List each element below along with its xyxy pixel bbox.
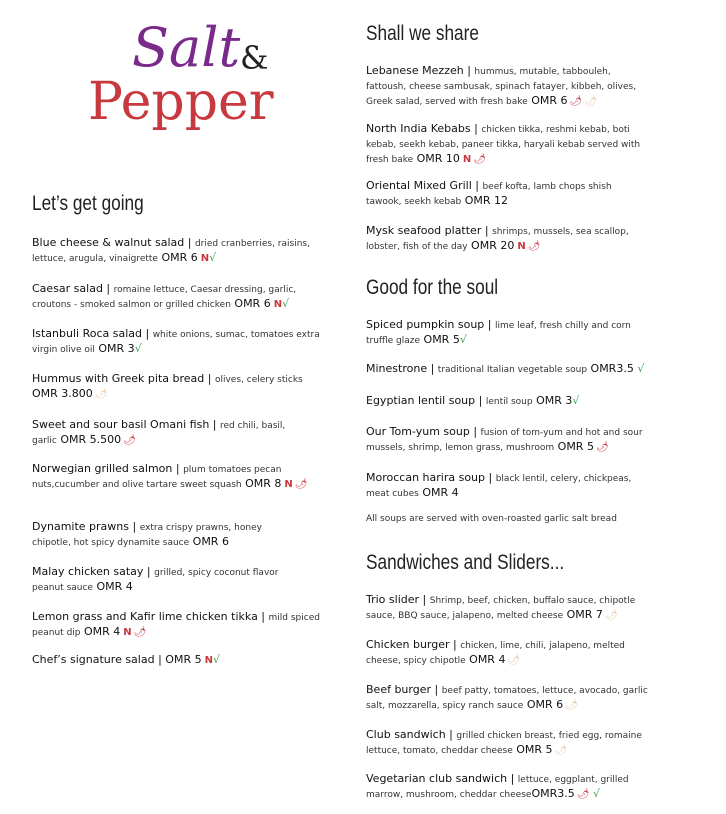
vegetarian-icon: √ — [572, 394, 580, 407]
section-heading: Shall we share — [366, 22, 479, 45]
vegetarian-icon: √ — [134, 342, 142, 355]
chili-icon: 🌶 — [473, 154, 486, 165]
menu-item: Chef’s signature salad | OMR 5 N√ — [32, 653, 220, 666]
nut-badge: N — [462, 154, 472, 165]
item-desc: fusion of tom-yum and hot and sour mussels, shrimp, lemon grass, mushroom — [366, 428, 643, 453]
item-desc: red chili, basil, garlic — [32, 421, 286, 446]
mild-chili-icon: 🌶 — [565, 700, 578, 711]
item-price: OMR 4 — [422, 486, 459, 499]
menu-item: Mysk seafood platter | shrimps, mussels, sea scallop, lobster, fish of the day OMR 20 N 🌶 — [366, 224, 629, 252]
item-price: OMR 6 — [531, 94, 568, 107]
item-name: Caesar salad — [32, 282, 103, 295]
menu-item: Egyptian lentil soup | lentil soup OMR 3√ — [366, 394, 580, 407]
vegetarian-icon: √ — [282, 297, 290, 310]
item-desc: white onions, sumac, tomatoes extra virgin olive oil — [32, 330, 320, 355]
item-desc: beef patty, tomatoes, lettuce, avocado, garlic salt, mozzarella, spicy ranch sauce — [366, 686, 648, 711]
item-name: Blue cheese & walnut salad — [32, 236, 185, 249]
item-price: OMR 10 — [416, 152, 460, 165]
logo-salt: Salt — [132, 16, 241, 79]
mild-chili-icon: 🌶 — [507, 655, 521, 666]
item-name: Club sandwich — [366, 728, 446, 741]
item-price: OMR 4 — [96, 580, 133, 593]
chili-icon: 🌶 — [576, 789, 590, 800]
item-price: OMR 3.800 — [32, 387, 93, 400]
nut-badge: N — [204, 655, 213, 666]
item-desc: lettuce, eggplant, grilled marrow, mushroom, cheddar cheese — [366, 775, 629, 800]
logo-pepper: Pepper — [88, 72, 274, 132]
item-name: Minestrone — [366, 362, 428, 375]
vegetarian-icon: √ — [637, 362, 645, 375]
menu-item: Blue cheese & walnut salad | dried cranberries, raisins, lettuce, arugula, vinaigrette OMR 6 N√ — [32, 236, 310, 264]
item-name: Egyptian lentil soup — [366, 394, 476, 407]
item-name: Our Tom-yum soup — [366, 425, 470, 438]
item-desc: lentil soup — [485, 397, 533, 407]
item-name: Chicken burger — [366, 638, 450, 651]
menu-item: Malay chicken satay | grilled, spicy coconut flavor peanut sauce OMR 4 — [32, 565, 279, 593]
menu-item: Vegetarian club sandwich | lettuce, eggplant, grilled marrow, mushroom, cheddar cheeseOMR3.5 🌶 √ — [366, 772, 629, 800]
menu-item: Chicken burger | chicken, lime, chili, jalapeno, melted cheese, spicy chipotle OMR 4 🌶 — [366, 638, 625, 666]
vegetarian-icon: √ — [209, 251, 217, 264]
item-desc: dried cranberries, raisins, lettuce, arugula, vinaigrette — [32, 239, 310, 264]
item-name: Spiced pumpkin soup — [366, 318, 485, 331]
menu-item: Lebanese Mezzeh | hummus, mutable, tabbouleh, fattoush, cheese sambusak, spinach fatayer, kibbeh, olives, Greek salad, served with fresh bake OMR 6 🌶 🌶 — [366, 64, 637, 107]
item-name: Oriental Mixed Grill — [366, 179, 472, 192]
menu-item: Hummus with Greek pita bread | olives, celery sticks OMR 3.800 🌶 — [32, 372, 303, 400]
logo — [88, 18, 288, 138]
item-price: OMR 3 — [98, 342, 135, 355]
menu-item: Oriental Mixed Grill | beef kofta, lamb chops shish tawook, seekh kebab OMR 12 — [366, 179, 612, 207]
logo-ampersand: & — [240, 39, 269, 77]
item-price: OMR 7 — [566, 608, 603, 621]
item-desc: beef kofta, lamb chops shish tawook, seekh kebab — [366, 182, 612, 207]
item-desc: olives, celery sticks — [214, 375, 303, 385]
item-price: OMR 5 — [423, 333, 460, 346]
vegetarian-icon: √ — [212, 653, 220, 666]
item-price: OMR 4 — [469, 653, 506, 666]
mild-chili-icon: 🌶 — [554, 745, 568, 756]
soups-note: All soups are served with oven-roasted garlic salt bread — [366, 514, 617, 524]
item-name: Lebanese Mezzeh — [366, 64, 464, 77]
menu-item: Trio slider | Shrimp, beef, chicken, buffalo sauce, chipotle sauce, BBQ sauce, jalapeno, melted cheese OMR 7 🌶 — [366, 593, 636, 621]
menu-item: Istanbuli Roca salad | white onions, sumac, tomatoes extra virgin olive oil OMR 3√ — [32, 327, 320, 355]
item-name: Trio slider — [366, 593, 420, 606]
mild-chili-icon: 🌶 — [584, 96, 597, 107]
menu-item: Beef burger | beef patty, tomatoes, lettuce, avocado, garlic salt, mozzarella, spicy ranch sauce OMR 6 🌶 — [366, 683, 648, 711]
item-price: OMR 6 — [234, 297, 271, 310]
vegetarian-icon: √ — [592, 787, 600, 800]
item-name: North India Kebabs — [366, 122, 471, 135]
item-name: Beef burger — [366, 683, 432, 696]
item-price: OMR 5 — [557, 440, 594, 453]
chili-icon: 🌶 — [133, 627, 147, 638]
item-price: OMR 8 — [245, 477, 282, 490]
chili-icon: 🌶 — [123, 435, 136, 446]
menu-item: Sweet and sour basil Omani fish | red chili, basil, garlic OMR 5.500 🌶 — [32, 418, 286, 446]
item-price: OMR3.5 — [590, 362, 634, 375]
item-desc: lime leaf, fresh chilly and corn truffle glaze — [366, 321, 631, 346]
item-desc: mild spiced peanut dip — [32, 613, 320, 638]
nut-badge: N — [123, 627, 132, 638]
item-desc: grilled, spicy coconut flavor peanut sauce — [32, 568, 279, 593]
menu-item: Dynamite prawns | extra crispy prawns, honey chipotle, hot spicy dynamite sauce OMR 6 — [32, 520, 262, 548]
menu-item: Moroccan harira soup | black lentil, celery, chickpeas, meat cubes OMR 4 — [366, 471, 632, 499]
menu-item: Minestrone | traditional Italian vegetable soup OMR3.5 √ — [366, 362, 645, 375]
item-name: Lemon grass and Kafir lime chicken tikka — [32, 610, 258, 623]
menu-item: North India Kebabs | chicken tikka, reshmi kebab, boti kebab, seekh kebab, paneer tikka, haryali kebab served with fresh bake OMR 10 N 🌶 — [366, 122, 641, 165]
item-name: Vegetarian club sandwich — [366, 772, 508, 785]
menu-item: Lemon grass and Kafir lime chicken tikka | mild spiced peanut dip OMR 4 N 🌶 — [32, 610, 320, 638]
menu-item: Our Tom-yum soup | fusion of tom-yum and hot and sour mussels, shrimp, lemon grass, mushroom OMR 5 🌶 — [366, 425, 643, 453]
item-name: Mysk seafood platter — [366, 224, 482, 237]
nut-badge: N — [284, 479, 293, 490]
item-price: OMR 3 — [536, 394, 573, 407]
item-price: OMR 20 — [471, 239, 515, 252]
menu-item: Club sandwich | grilled chicken breast, fried egg, romaine lettuce, tomato, cheddar cheese OMR 5 🌶 — [366, 728, 642, 756]
item-name: Sweet and sour basil Omani fish — [32, 418, 210, 431]
item-price: OMR 12 — [464, 194, 509, 207]
mild-chili-icon: 🌶 — [604, 610, 618, 621]
chili-icon: 🌶 — [595, 442, 609, 453]
item-desc: hummus, mutable, tabbouleh, fattoush, cheese sambusak, spinach fatayer, kibbeh, olives, Greek salad, served with fresh bake — [366, 67, 637, 107]
vegetarian-icon: √ — [459, 333, 467, 346]
item-desc: Shrimp, beef, chicken, buffalo sauce, chipotle sauce, BBQ sauce, jalapeno, melted cheese — [366, 596, 636, 621]
item-price: OMR 6 — [192, 535, 229, 548]
item-desc: traditional Italian vegetable soup — [437, 365, 588, 375]
item-price: OMR 6 — [526, 698, 564, 711]
chili-icon: 🌶 — [569, 96, 583, 107]
chili-icon: 🌶 — [527, 241, 541, 252]
item-name: Chef’s signature salad — [32, 653, 155, 666]
nut-badge: N — [200, 253, 210, 264]
item-desc: plum tomatoes pecan nuts,cucumber and olive tartare sweet squash — [32, 465, 282, 490]
item-name: Malay chicken satay — [32, 565, 144, 578]
item-desc: black lentil, celery, chickpeas, meat cubes — [366, 474, 632, 499]
item-price: OMR 4 — [84, 625, 121, 638]
item-desc: chicken, lime, chili, jalapeno, melted cheese, spicy chipotle — [366, 641, 625, 666]
item-name: Hummus with Greek pita bread — [32, 372, 205, 385]
chili-icon: 🌶 — [294, 479, 308, 490]
section-heading: Let’s get going — [32, 192, 144, 215]
mild-chili-icon: 🌶 — [94, 389, 108, 400]
item-name: Moroccan harira soup — [366, 471, 486, 484]
item-price: OMR 5.500 — [60, 433, 122, 446]
item-desc: grilled chicken breast, fried egg, romaine lettuce, tomato, cheddar cheese — [366, 731, 642, 756]
item-price: OMR 6 — [161, 251, 198, 264]
item-price: OMR3.5 — [531, 787, 575, 800]
item-name: Istanbuli Roca salad — [32, 327, 142, 340]
item-desc: shrimps, mussels, sea scallop, lobster, fish of the day — [366, 227, 629, 252]
menu-item: Norwegian grilled salmon | plum tomatoes pecan nuts,cucumber and olive tartare sweet squash OMR 8 N 🌶 — [32, 462, 308, 490]
nut-badge: N — [273, 299, 283, 310]
menu-item: Spiced pumpkin soup | lime leaf, fresh chilly and corn truffle glaze OMR 5√ — [366, 318, 631, 346]
item-name: Dynamite prawns — [32, 520, 129, 533]
item-desc: extra crispy prawns, honey chipotle, hot spicy dynamite sauce — [32, 523, 262, 548]
item-price: OMR 5 — [165, 653, 202, 666]
section-heading: Sandwiches and Sliders... — [366, 551, 565, 574]
item-name: Norwegian grilled salmon — [32, 462, 173, 475]
menu-item: Caesar salad | romaine lettuce, Caesar dressing, garlic, croutons - smoked salmon or grilled chicken OMR 6 N√ — [32, 282, 297, 310]
item-price: OMR 5 — [516, 743, 553, 756]
nut-badge: N — [517, 241, 526, 252]
item-desc: romaine lettuce, Caesar dressing, garlic, croutons - smoked salmon or grilled chicken — [32, 285, 297, 310]
section-heading: Good for the soul — [366, 276, 499, 299]
item-desc: chicken tikka, reshmi kebab, boti kebab, seekh kebab, paneer tikka, haryali kebab served with fresh bake — [366, 125, 641, 165]
